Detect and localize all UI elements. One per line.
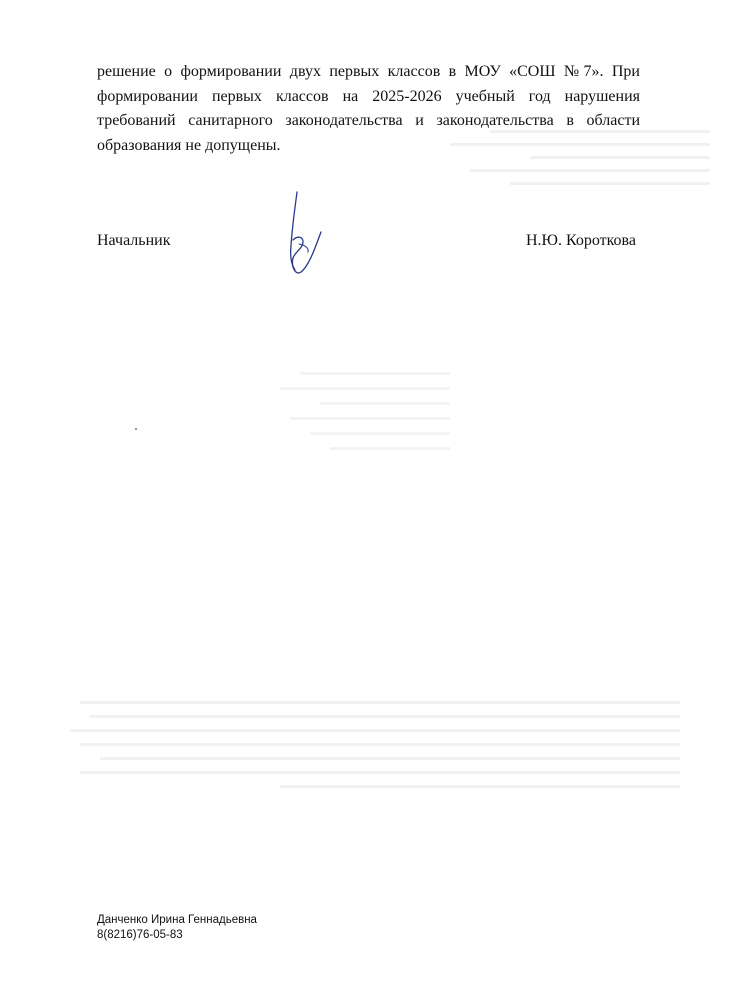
- bleed-through-texture: [60, 690, 680, 890]
- body-paragraph: [97, 60, 640, 158]
- body-line: решение о формировании двух первых классов в МОУ «СОШ №7». При: [97, 63, 640, 80]
- bleed-through-texture: [250, 360, 450, 600]
- ink-speck: [135, 428, 137, 430]
- contact-phone: 8(8216)76-05-83: [97, 928, 183, 941]
- body-line: формировании первых классов на 2025-2026 учебный год нарушения: [97, 87, 640, 105]
- contact-block: [97, 913, 257, 942]
- handwritten-signature: [275, 188, 335, 288]
- signatory-name: Н.Ю. Короткова: [525, 232, 636, 249]
- contact-name: Данченко Ирина Геннадьевна: [97, 914, 257, 926]
- body-line: требований санитарного законодательства и законодательства в области: [97, 112, 640, 129]
- body-line: образования не допущены.: [97, 136, 281, 154]
- signatory-title: Начальник: [97, 232, 171, 249]
